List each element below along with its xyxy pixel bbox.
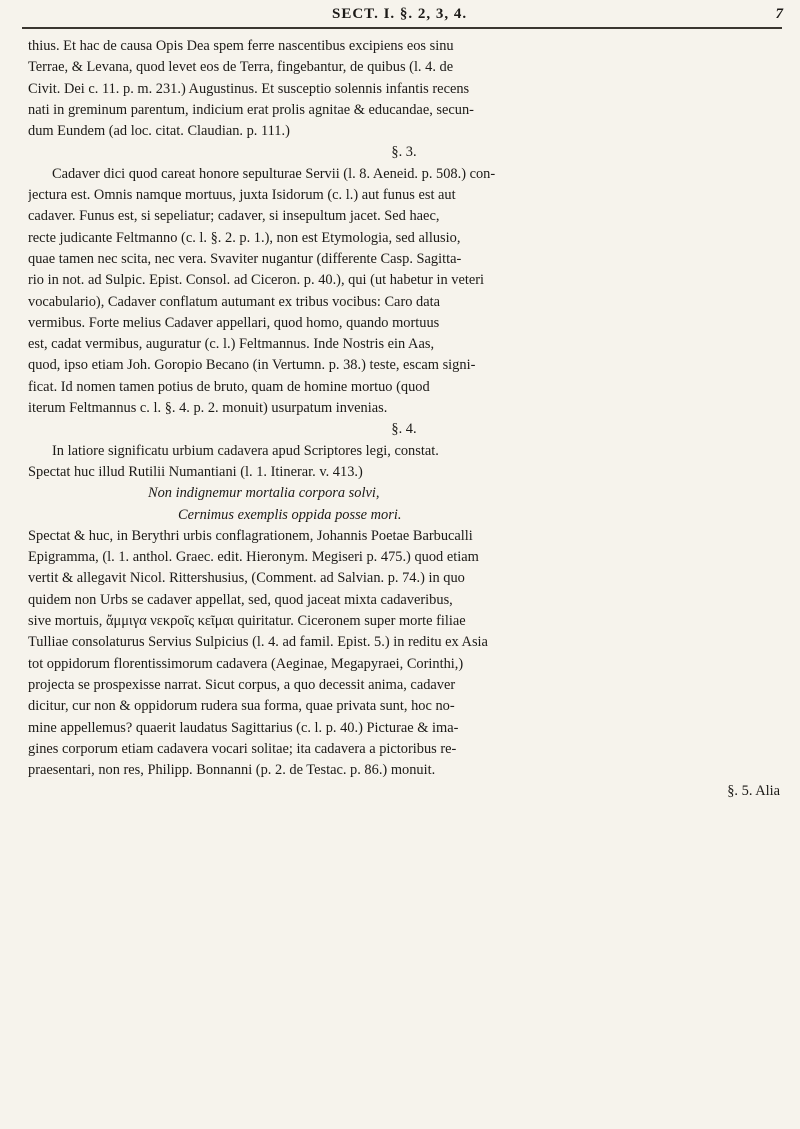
- text-line: nati in greminum parentum, indicium erat prolis agnitae & educandae, secun-: [28, 101, 474, 118]
- text-line: Cadaver dici quod careat honore sepulturae Servii (l. 8. Aeneid. p. 508.) con-: [52, 165, 496, 182]
- body-text: [28, 36, 780, 803]
- text-line: Terrae, & Levana, quod levet eos de Terra, fingebantur, de quibus (l. 4. de: [28, 59, 454, 76]
- text-line: dum Eundem (ad loc. citat. Claudian. p. 111.): [28, 123, 290, 140]
- text-line: dicitur, cur non & oppidorum rudera sua forma, quae privata sunt, hoc no-: [28, 698, 455, 715]
- text-line: iterum Feltmannus c. l. §. 4. p. 2. monuit) usurpatum invenias.: [28, 400, 388, 417]
- text-line: projecta se prospexisse narrat. Sicut corpus, a quo decessit anima, cadaver: [28, 676, 456, 693]
- text-line: recte judicante Feltmanno (c. l. §. 2. p. 1.), non est Etymologia, sed allusio,: [28, 229, 461, 246]
- text-line: cadaver. Funus est, si sepeliatur; cadaver, si insepultum jacet. Sed haec,: [28, 208, 440, 225]
- running-header: [30, 6, 790, 28]
- header-rule: [22, 27, 782, 29]
- text-line: Civit. Dei c. 11. p. m. 231.) Augustinus. Et susceptio solennis infantis recens: [28, 80, 470, 97]
- text-line: ficat. Id nomen tamen potius de bruto, quam de homine mortuo (quod: [28, 378, 430, 395]
- text-line: praesentari, non res, Philipp. Bonnanni (p. 2. de Testac. p. 86.) monuit.: [28, 762, 436, 779]
- text-line: jectura est. Omnis namque mortuus, juxta Isidorum (c. l.) aut funus est aut: [28, 187, 456, 204]
- text-line: mine appellemus? quaerit laudatus Sagittarius (c. l. p. 40.) Picturae & ima-: [28, 719, 459, 736]
- text-line: vertit & allegavit Nicol. Rittershusius, (Comment. ad Salvian. p. 74.) in quo: [28, 570, 465, 587]
- text-line: Spectat & huc, in Berythri urbis conflagrationem, Johannis Poetae Barbucalli: [28, 527, 473, 544]
- section-number: §. 3.: [391, 144, 417, 161]
- page-number: 7: [775, 6, 784, 22]
- text-line: quae tamen nec scita, nec vera. Svaviter nugantur (differente Casp. Sagitta-: [28, 250, 462, 267]
- verse-line: Non indignemur mortalia corpora solvi,: [148, 485, 380, 502]
- text-line: tot oppidorum florentissimorum cadavera (Aeginae, Megapyraei, Corinthi,): [28, 655, 464, 672]
- text-line: Spectat huc illud Rutilii Numantiani (l. 1. Itinerar. v. 413.): [28, 463, 363, 480]
- text-line: est, cadat vermibus, auguratur (c. l.) Feltmannus. Inde Nostris ein Aas,: [28, 336, 435, 353]
- text-line: Tulliae consolaturus Servius Sulpicius (l. 4. ad famil. Epist. 5.) in reditu ex Asia: [28, 634, 488, 651]
- section-number: §. 4.: [391, 421, 417, 438]
- text-line: quidem non Urbs se cadaver appellat, sed, quod jaceat mixta cadaveribus,: [28, 591, 453, 608]
- section-heading: SECT. I. §. 2, 3, 4.: [332, 6, 468, 22]
- text-line: vermibus. Forte melius Cadaver appellari, quod homo, quando mortuus: [28, 314, 440, 331]
- text-line: vocabulario), Cadaver conflatum autumant ex tribus vocibus: Caro data: [28, 293, 441, 310]
- text-line: gines corporum etiam cadavera vocari solitae; ita cadavera a pictoribus re-: [28, 740, 457, 757]
- verse-line: Cernimus exemplis oppida posse mori.: [178, 506, 402, 523]
- text-line: thius. Et hac de causa Opis Dea spem ferre nascentibus excipiens eos sinu: [28, 38, 454, 54]
- text-line: Epigramma, (l. 1. anthol. Graec. edit. Hieronym. Megiseri p. 475.) quod etiam: [28, 549, 479, 566]
- text-line: quod, ipso etiam Joh. Goropio Becano (in Vertumn. p. 38.) teste, escam signi-: [28, 357, 476, 374]
- catchword-line: §. 5. Alia: [727, 783, 780, 800]
- text-line: sive mortuis, ἄμμιγα νεκροῖς κεῖμαι quiritatur. Ciceronem super morte filiae: [28, 613, 466, 630]
- text-line: In latiore significatu urbium cadavera apud Scriptores legi, constat.: [52, 442, 439, 459]
- text-line: rio in not. ad Sulpic. Epist. Consol. ad Ciceron. p. 40.), qui (ut habetur in veteri: [28, 272, 485, 289]
